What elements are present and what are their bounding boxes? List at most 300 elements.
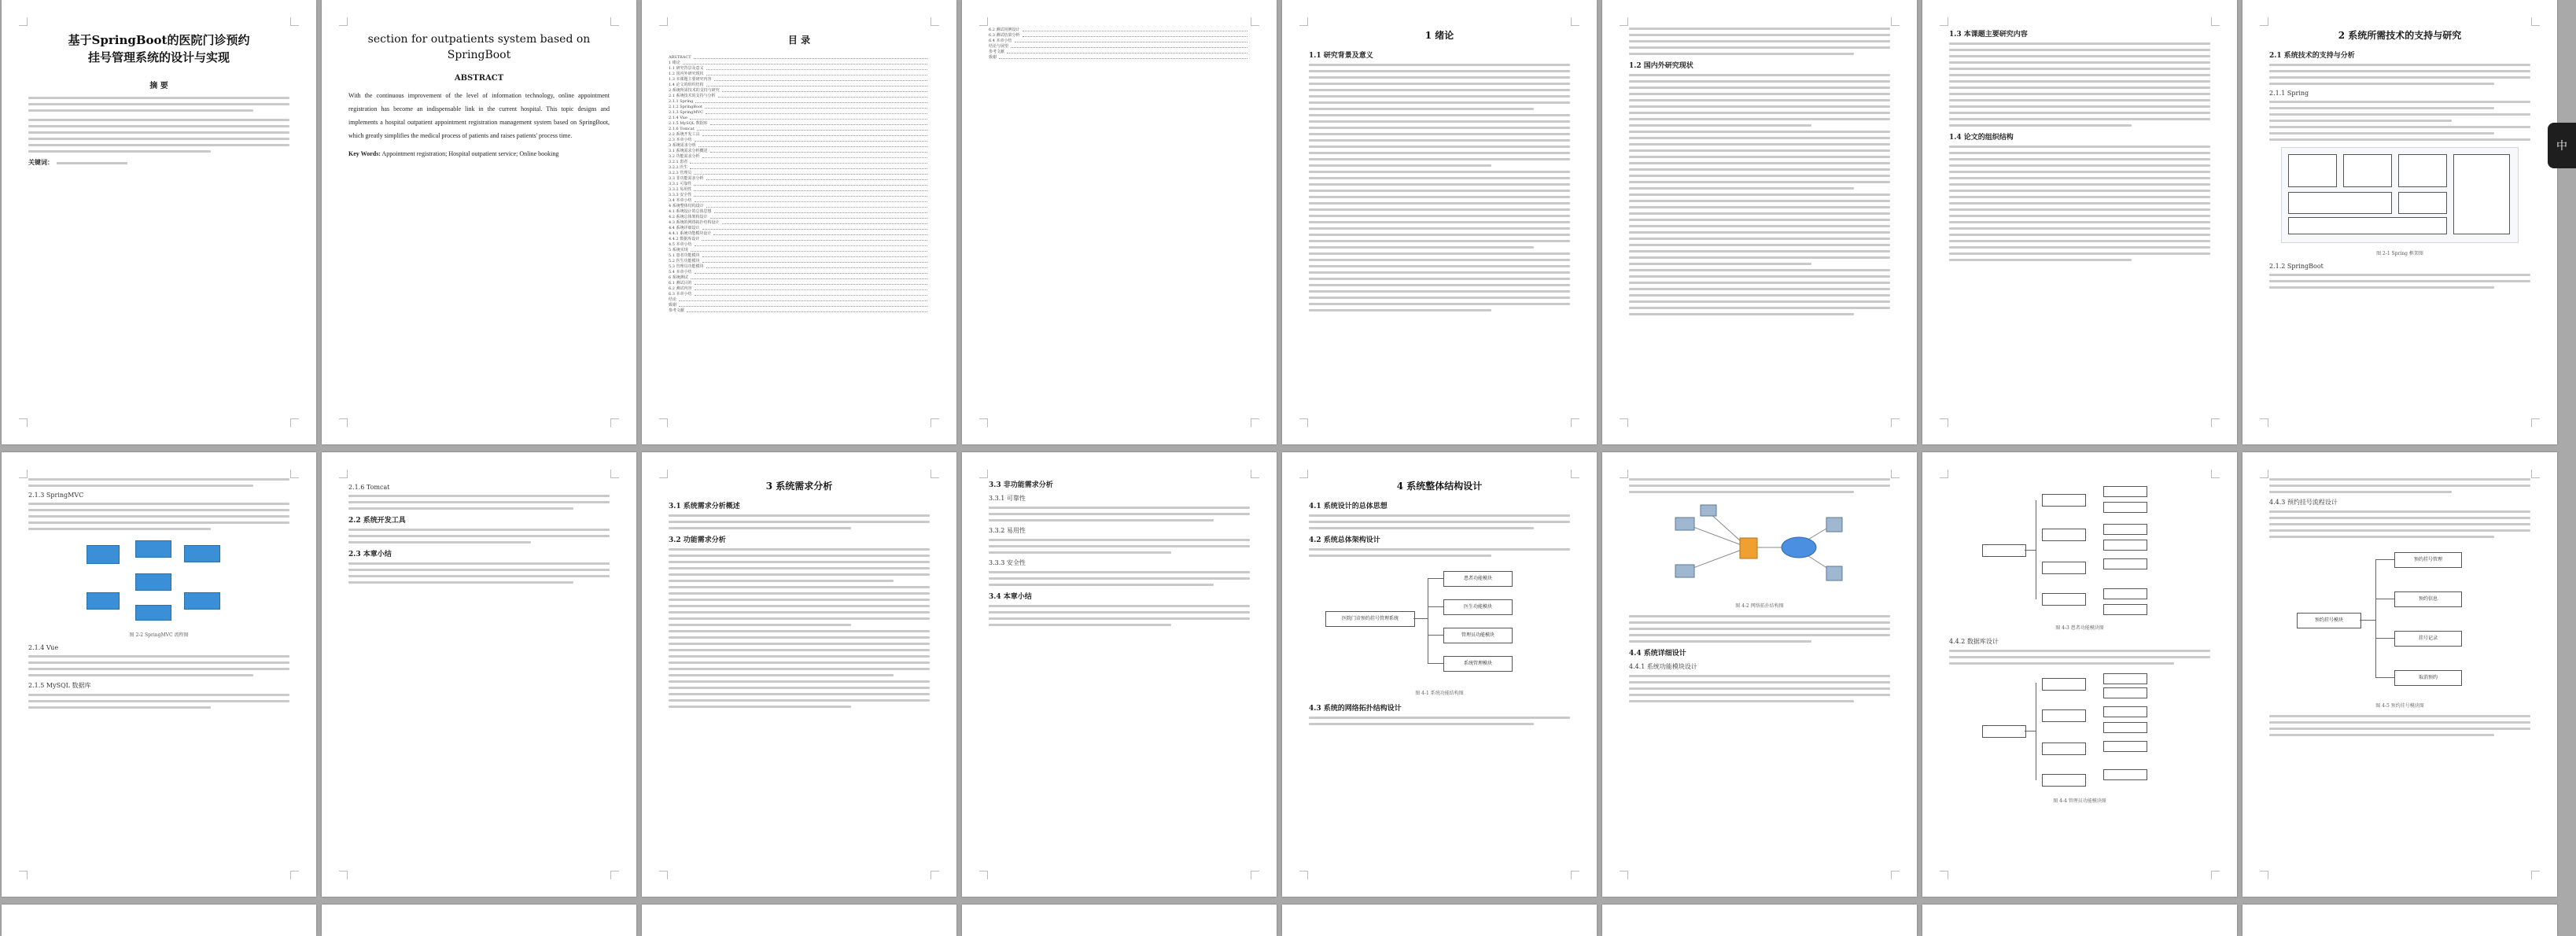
thesis-title-cn-line1: 基于SpringBoot的医院门诊预约 [68,33,250,47]
crop-mark [610,871,619,879]
toc-entry[interactable] [669,208,930,214]
toc-entry[interactable] [669,214,930,219]
section-heading: 2.2 系统开发工具 [348,517,406,525]
body-text [2269,101,2530,141]
diagram-node: 系统管理模块 [1443,656,1513,672]
crop-mark [1299,470,1308,478]
crop-mark [2260,418,2268,427]
crop-mark [1571,871,1579,879]
body-text [2269,510,2530,538]
toc-entry-title: 3.3 非功能需求分析 [669,176,704,181]
crop-mark [1620,418,1628,427]
section-heading: 4.1 系统设计的总体思想 [1309,503,1388,510]
system-structure-diagram [1325,563,1554,683]
toc-entry-title: 4 系统整体结构设计 [669,204,704,208]
crop-mark [2211,17,2220,26]
body-text [1629,28,1890,55]
toc-entry-title: 6.4 本章小结 [989,39,1012,43]
toc-entry[interactable] [669,258,930,263]
crop-mark [290,418,299,427]
toc-entry-title: 6.2 测试用例设计 [989,28,1020,32]
toc-leader-dots [706,177,927,180]
toc-entry-title: 1.3 本课题主要研究内容 [669,77,712,82]
abstract-body [28,97,289,153]
spring-framework-figure [2281,147,2519,243]
toc-leader-dots [698,144,927,147]
toc-entry-title: 3.1 系统需求分析概述 [669,149,708,153]
crop-mark [2211,418,2220,427]
toc-entry-title: 6.3 测试结果分析 [989,33,1020,38]
figure-caption: 图 2-1 Spring 框架图 [2376,251,2423,256]
page-20[interactable] [962,905,1277,936]
section-heading: 3.4 本章小结 [989,593,1032,601]
figure-caption: 图 4-2 网络拓扑结构图 [1735,603,1784,609]
toc-entry-title: 3.4 本章小结 [669,198,692,203]
diagram-node: 预约挂号管理 [2394,552,2462,568]
page-9[interactable] [2,452,316,897]
toc-leader-dots [705,105,927,109]
figure-caption: 图 4-3 患者功能模块图 [2055,625,2104,631]
toc-entry[interactable] [669,153,930,159]
toc-entry[interactable] [669,120,930,126]
body-text [989,507,1250,521]
crop-mark [1940,871,1948,879]
page-15[interactable] [1922,452,2237,897]
subsection-heading: 2.1.4 Vue [28,644,59,651]
toc-entry[interactable] [669,137,930,142]
thesis-title-cn-line2: 挂号管理系统的设计与实现 [87,50,230,64]
crop-mark [1620,17,1628,26]
crop-mark [979,17,988,26]
toc-entry[interactable] [669,197,930,203]
page-22[interactable] [1602,905,1917,936]
toc-entry-title: 结论与展望 [989,44,1009,49]
toc-entry-title: 4.4.2 数据库设计 [669,237,700,241]
toc-entry-title: 6.1 测试目的 [669,281,692,286]
page-2[interactable] [322,0,636,444]
toc-entry-title: 5.3 管理员功能模块 [669,264,704,269]
toc-entry[interactable] [669,115,930,120]
body-text [348,529,610,544]
chapter-heading: 4 系统整体结构设计 [1396,481,1483,492]
crop-mark [1571,418,1579,427]
section-heading: 1.4 论文的组织结构 [1949,134,2014,142]
toc-entry[interactable] [669,148,930,153]
toc-entry[interactable] [669,164,930,170]
toc-entry[interactable] [989,27,1250,32]
figure-caption: 图 4-4 管理员功能模块图 [2053,798,2106,804]
toc-entry-title: 3.3.1 可靠性 [669,182,692,186]
toc-entry[interactable] [989,49,1250,54]
toc-leader-dots [695,100,927,103]
toc-entry-title: 3.2 功能需求分析 [669,154,700,159]
toc-leader-dots [697,127,927,131]
body-text [989,571,1250,586]
toc-leader-dots [722,221,927,224]
toc-leader-dots [694,182,927,186]
crop-mark [931,418,939,427]
body-text [1309,717,1570,725]
page-11[interactable] [642,452,956,897]
crop-mark [19,470,28,478]
toc-entry[interactable] [989,43,1250,49]
crop-mark [659,470,668,478]
crop-mark [339,418,348,427]
subsection-heading: 2.1.3 SpringMVC [28,492,84,499]
toc-leader-dots [706,67,927,70]
toc-entry[interactable] [669,54,930,60]
page-16[interactable] [2242,452,2557,897]
toc-entry[interactable] [669,87,930,93]
crop-mark [1891,418,1900,427]
crop-mark [1251,418,1259,427]
toc-leader-dots [694,56,927,59]
toc-entry[interactable] [669,71,930,76]
page-4[interactable] [962,0,1277,444]
toc-leader-dots [710,122,927,125]
crop-mark [290,871,299,879]
crop-mark [931,470,939,478]
body-text [348,562,610,584]
registration-module-diagram [2293,544,2507,695]
page-12[interactable] [962,452,1277,897]
body-text [2269,274,2530,289]
crop-mark [659,871,668,879]
toc-entry-title: 2.1.1 Spring [669,98,694,104]
diagram-node: 管理员功能模块 [1443,628,1513,643]
toc-entry-title: 2.3 本章小结 [669,138,692,142]
toc-entry[interactable] [669,230,930,236]
toc-entry-title: 2.1.5 MySQL 数据库 [669,121,708,126]
toc-entry[interactable] [669,302,930,308]
toc-leader-dots [690,116,927,120]
toc-leader-dots [714,78,927,81]
abstract-heading: 摘 要 [149,82,168,90]
toc-entry[interactable] [669,247,930,252]
crop-mark [2211,470,2220,478]
toc-entry[interactable] [669,291,930,297]
toc-leader-dots [695,282,927,285]
toc-entry[interactable] [669,93,930,98]
body-text [1309,64,1570,311]
page-23[interactable] [1922,905,2237,936]
toc-entry-title: 6.2 测试内容 [669,286,692,291]
toc-entry[interactable] [669,126,930,131]
crop-mark [2260,470,2268,478]
body-text [348,495,610,510]
toc-leader-dots [706,205,927,208]
toc-entry[interactable] [669,269,930,275]
crop-mark [1620,871,1628,879]
toc-entry[interactable] [669,252,930,258]
section-heading: 1.2 国内外研究现状 [1629,62,1693,70]
toc-leader-dots [1023,34,1247,37]
body-text [28,503,289,530]
body-text [989,605,1250,626]
toc-entry-title: 4.2 系统总体架构设计 [669,215,708,219]
crop-mark [610,17,619,26]
crop-mark [19,418,28,427]
toc-entry[interactable] [669,192,930,197]
toc-entry[interactable] [669,142,930,148]
body-text [1309,548,1570,557]
crop-mark [979,871,988,879]
toc-entry[interactable] [989,38,1250,43]
crop-mark [2260,17,2268,26]
chapter-heading: 2 系统所需技术的支持与研究 [2338,30,2462,41]
page-13[interactable] [1282,452,1597,897]
crop-mark [290,17,299,26]
toc-entry[interactable] [669,297,930,302]
crop-mark [1251,470,1259,478]
crop-mark [931,871,939,879]
toc-leader-dots [718,94,927,98]
toc-leader-dots [695,243,927,246]
toc-entry[interactable] [669,186,930,192]
language-toggle-button[interactable]: 中 [2548,123,2576,168]
toc-entry[interactable] [669,76,930,82]
toc-entry[interactable] [669,263,930,269]
toc-entry-title: 6 系统测试 [669,275,688,280]
body-text [28,478,289,487]
toc-entry-title: 3 系统需求分析 [669,143,696,148]
subsection-heading: 3.3.2 易用性 [989,527,1026,534]
toc-entry[interactable] [669,181,930,186]
toc-leader-dots [683,61,927,64]
toc-entry[interactable] [669,65,930,71]
body-text [1629,615,1890,643]
page-21[interactable] [1282,905,1597,936]
crop-mark [19,17,28,26]
body-text [2269,715,2530,736]
crop-mark [931,17,939,26]
toc-leader-dots [713,232,927,235]
body-text [1309,514,1570,529]
toc-leader-dots [679,298,927,301]
toc-entry[interactable] [669,236,930,241]
abstract-body-en: With the continuous improvement of the level of information technology, online appointment registration has become an indispensable link in the current hospital. This topic designs and implements a hospital outpatient appointment registration management system based on SpringBoot, which greatly simplifies the medical process of patients and raises patients' process time. [348,92,610,139]
toc-leader-dots [687,309,927,312]
toc-leader-dots [694,188,927,191]
toc-entry[interactable] [669,98,930,104]
crop-mark [1940,418,1948,427]
network-topology-svg [1661,500,1858,595]
section-heading: 1.3 本课题主要研究内容 [1949,31,2028,39]
section-heading: 1.1 研究背景及意义 [1309,52,1373,60]
toc-leader-dots [1015,39,1247,42]
toc-leader-dots [1011,45,1247,48]
page-5[interactable] [1282,0,1597,444]
toc-entry-title: 2.1 系统技术的支持与分析 [669,94,716,98]
subsection-heading: 3.3.3 安全性 [989,559,1026,566]
page-10[interactable] [322,452,636,897]
toc-entry-title: 致谢 [669,303,677,308]
toc-entry[interactable] [669,241,930,247]
toc-entry-title: 4.5 本章小结 [669,242,692,247]
toc-entry-title: 4.4 系统详细设计 [669,226,700,230]
toc-entry[interactable] [669,275,930,280]
page-24[interactable] [2242,905,2557,936]
toc-leader-dots [695,199,927,202]
toc-entry[interactable] [669,219,930,225]
subsection-heading: 4.4.1 系统功能模块设计 [1629,663,1697,670]
crop-mark [1299,418,1308,427]
table-of-contents-continued [989,27,1250,60]
page-7[interactable] [1922,0,2237,444]
subsection-heading: 2.1.6 Tomcat [348,484,390,491]
toc-leader-dots [695,138,927,142]
crop-mark [339,470,348,478]
toc-entry-title: 2.1.6 Tomcat [669,126,695,131]
page-19[interactable] [642,905,956,936]
body-text [1949,650,2210,665]
crop-mark [1940,17,1948,26]
toc-leader-dots [710,149,927,153]
crop-mark [290,470,299,478]
toc-entry-title: 4.1 系统设计的总体思想 [669,209,712,214]
toc-leader-dots [702,155,927,158]
page-6[interactable] [1602,0,1917,444]
toc-entry-title: 参考文献 [989,50,1005,54]
page-17[interactable] [2,905,316,936]
toc-entry-title: 1.1 研究背景及意义 [669,66,704,71]
toc-leader-dots [695,293,927,296]
toc-leader-dots [691,249,927,252]
toc-entry[interactable] [669,175,930,181]
section-heading: 3.1 系统需求分析概述 [669,503,740,510]
toc-entry-title: 结论 [669,297,677,302]
network-topology-figure [1660,499,1859,595]
body-text [28,694,289,709]
toc-entry[interactable] [669,170,930,175]
toc-entry-title: 5.2 医生功能模块 [669,259,700,263]
keywords-line: 关键词： [28,157,289,168]
toc-leader-dots [706,265,927,268]
toc-leader-dots [702,133,927,136]
toc-entry-title: 3.3.2 易用性 [669,187,692,192]
crop-mark [1571,470,1579,478]
toc-entry-title: 3.3.3 安全性 [669,193,692,197]
springmvc-flow-figure [79,536,238,625]
crop-mark [1571,17,1579,26]
toc-entry[interactable] [669,104,930,109]
toc-entry[interactable] [669,280,930,286]
subsection-heading: 4.4.3 预约挂号流程设计 [2269,499,2338,506]
section-heading: 2.1 系统技术的支持与分析 [2269,52,2355,60]
figure-caption: 图 4-5 预约挂号模块图 [2375,703,2424,709]
toc-entry[interactable] [989,32,1250,38]
crop-mark [2211,871,2220,879]
toc-entry-title: 2 系统所需技术的支持与研究 [669,88,720,93]
toc-entry-title: 5.4 本章小结 [669,270,692,275]
crop-mark [1251,17,1259,26]
toc-leader-dots [706,72,927,76]
page-8[interactable] [2242,0,2557,444]
toc-entry-title: 1.4 论文的组织结构 [669,83,704,87]
section-heading: 4.2 系统总体架构设计 [1309,536,1380,544]
toc-entry-title: 2.1.3 SpringMVC [669,109,703,115]
body-text [1949,146,2210,261]
chapter-heading: 1 绪论 [1424,30,1454,41]
body-text [2269,478,2530,493]
diagram-node: 挂号记录 [2394,631,2462,647]
body-text [1629,74,1890,315]
body-text [1949,42,2210,127]
abstract-heading-en: ABSTRACT [454,74,504,83]
toc-leader-dots [694,171,927,175]
toc-entry-title: 2.2 系统开发工具 [669,132,700,137]
figure-caption: 图 4-1 系统功能结构图 [1415,691,1464,696]
crop-mark [2260,871,2268,879]
toc-entry[interactable] [669,82,930,87]
crop-mark [1251,871,1259,879]
toc-entry[interactable] [989,54,1250,60]
crop-mark [659,418,668,427]
crop-mark [339,17,348,26]
page-1[interactable] [2,0,316,444]
toc-entry-title: 5.1 患者功能模块 [669,253,700,258]
toc-leader-dots [694,193,927,197]
body-text [669,514,930,529]
section-heading: 3.2 功能需求分析 [669,536,726,544]
page-18[interactable] [322,905,636,936]
toc-entry[interactable] [669,286,930,291]
crop-mark [979,418,988,427]
toc-entry[interactable] [669,225,930,230]
crop-mark [610,470,619,478]
toc-heading: 目 录 [787,35,811,46]
crop-mark [610,418,619,427]
toc-entry-title: 1.2 国内外研究现状 [669,72,704,76]
toc-entry[interactable] [669,60,930,65]
toc-entry-title: 4.4.1 系统功能模块设计 [669,231,712,236]
toc-entry[interactable] [669,131,930,137]
figure-caption: 图 2-2 SpringMVC 流程图 [129,632,189,638]
toc-entry[interactable] [669,109,930,115]
toc-entry[interactable] [669,159,930,164]
toc-leader-dots [722,89,927,92]
toc-entry[interactable] [669,203,930,208]
crop-mark [1891,871,1900,879]
page-3[interactable] [642,0,956,444]
toc-leader-dots [679,304,927,307]
toc-leader-dots [1023,28,1247,31]
toc-leader-dots [690,166,927,169]
diagram-node: 患者功能模块 [1443,571,1513,587]
toc-entry[interactable] [669,308,930,313]
toc-entry-title: 3.2.1 患者 [669,160,688,164]
toc-entry-title: 5 系统实现 [669,248,688,252]
crop-mark [2531,470,2540,478]
toc-entry-title: 3.2.3 管理员 [669,171,692,175]
toc-leader-dots [710,216,927,219]
toc-leader-dots [706,111,927,114]
subsection-heading: 3.3.1 可靠性 [989,495,1026,502]
body-text [1629,478,1890,493]
patient-module-diagram [1977,482,2183,617]
page-14[interactable] [1602,452,1917,897]
crop-mark [1620,470,1628,478]
body-text [2269,64,2530,85]
keywords-line-en: Key Words: Appointment registration; Hospital outpatient service; Online booking [348,150,559,157]
toc-leader-dots [999,56,1247,59]
toc-entry-title: 1 绪论 [669,61,680,65]
toc-leader-dots [690,160,927,164]
toc-leader-dots [691,276,927,279]
crop-mark [659,17,668,26]
toc-entry-title: 致谢 [989,55,997,60]
crop-mark [1891,17,1900,26]
